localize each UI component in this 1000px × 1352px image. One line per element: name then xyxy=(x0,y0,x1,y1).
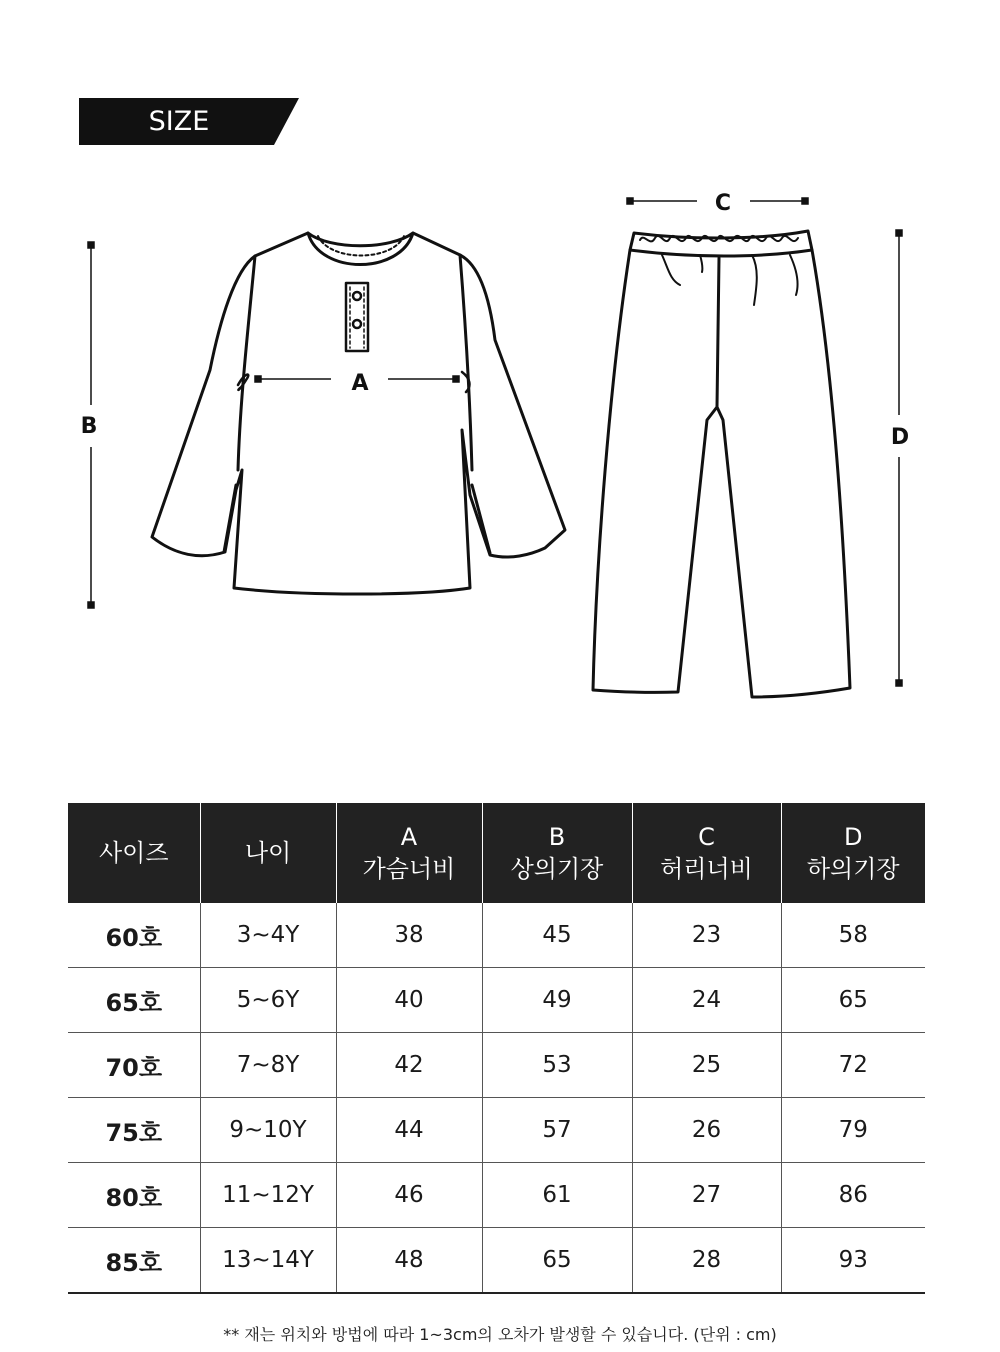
waist-cell: 24 xyxy=(632,968,781,1033)
pants-illustration xyxy=(593,231,850,697)
top-length-cell: 49 xyxy=(482,968,632,1033)
dimension-label-c: C xyxy=(714,191,732,216)
dimension-label-d: D xyxy=(890,425,910,450)
waist-cell: 27 xyxy=(632,1163,781,1228)
dimension-label-b: B xyxy=(80,414,98,439)
table-row xyxy=(68,1228,925,1294)
table-row xyxy=(68,1163,925,1228)
shirt-illustration xyxy=(152,233,565,594)
table-row xyxy=(68,1098,925,1163)
bottom-length-cell: 58 xyxy=(781,903,925,968)
header-top-length: B 상의기장 xyxy=(482,803,632,903)
age-cell: 5~6Y xyxy=(200,968,336,1033)
bottom-length-cell: 65 xyxy=(781,968,925,1033)
size-cell: 75호 xyxy=(68,1098,200,1163)
top-length-cell: 57 xyxy=(482,1098,632,1163)
chest-cell: 46 xyxy=(336,1163,482,1228)
size-cell: 85호 xyxy=(68,1228,200,1294)
table-row xyxy=(68,903,925,968)
table-header-row xyxy=(68,803,925,903)
size-cell: 70호 xyxy=(68,1033,200,1098)
age-cell: 9~10Y xyxy=(200,1098,336,1163)
header-size: 사이즈 xyxy=(68,803,200,903)
size-cell: 60호 xyxy=(68,903,200,968)
table-row xyxy=(68,1033,925,1098)
header-chest-width: A 가슴너비 xyxy=(336,803,482,903)
top-length-cell: 65 xyxy=(482,1228,632,1294)
header-bottom-length: D 하의기장 xyxy=(781,803,925,903)
chest-cell: 48 xyxy=(336,1228,482,1294)
bottom-length-cell: 72 xyxy=(781,1033,925,1098)
size-cell: 65호 xyxy=(68,968,200,1033)
header-waist-width: C 허리너비 xyxy=(632,803,781,903)
waist-cell: 26 xyxy=(632,1098,781,1163)
size-title: SIZE xyxy=(148,106,210,137)
size-chart-table xyxy=(68,803,925,1294)
header-age: 나이 xyxy=(200,803,336,903)
age-cell: 7~8Y xyxy=(200,1033,336,1098)
age-cell: 13~14Y xyxy=(200,1228,336,1294)
chest-cell: 42 xyxy=(336,1033,482,1098)
bottom-length-cell: 79 xyxy=(781,1098,925,1163)
dimension-label-a: A xyxy=(351,371,369,396)
waist-cell: 28 xyxy=(632,1228,781,1294)
table-row xyxy=(68,968,925,1033)
top-length-cell: 61 xyxy=(482,1163,632,1228)
chest-cell: 44 xyxy=(336,1098,482,1163)
top-length-cell: 53 xyxy=(482,1033,632,1098)
bottom-length-cell: 93 xyxy=(781,1228,925,1294)
bottom-length-cell: 86 xyxy=(781,1163,925,1228)
age-cell: 11~12Y xyxy=(200,1163,336,1228)
chest-cell: 38 xyxy=(336,903,482,968)
waist-cell: 23 xyxy=(632,903,781,968)
dimension-lines xyxy=(88,198,902,686)
waist-cell: 25 xyxy=(632,1033,781,1098)
top-length-cell: 45 xyxy=(482,903,632,968)
size-cell: 80호 xyxy=(68,1163,200,1228)
measurement-note: ** 재는 위치와 방법에 따라 1~3cm의 오차가 발생할 수 있습니다. (단위 : cm) xyxy=(223,1325,777,1344)
chest-cell: 40 xyxy=(336,968,482,1033)
age-cell: 3~4Y xyxy=(200,903,336,968)
